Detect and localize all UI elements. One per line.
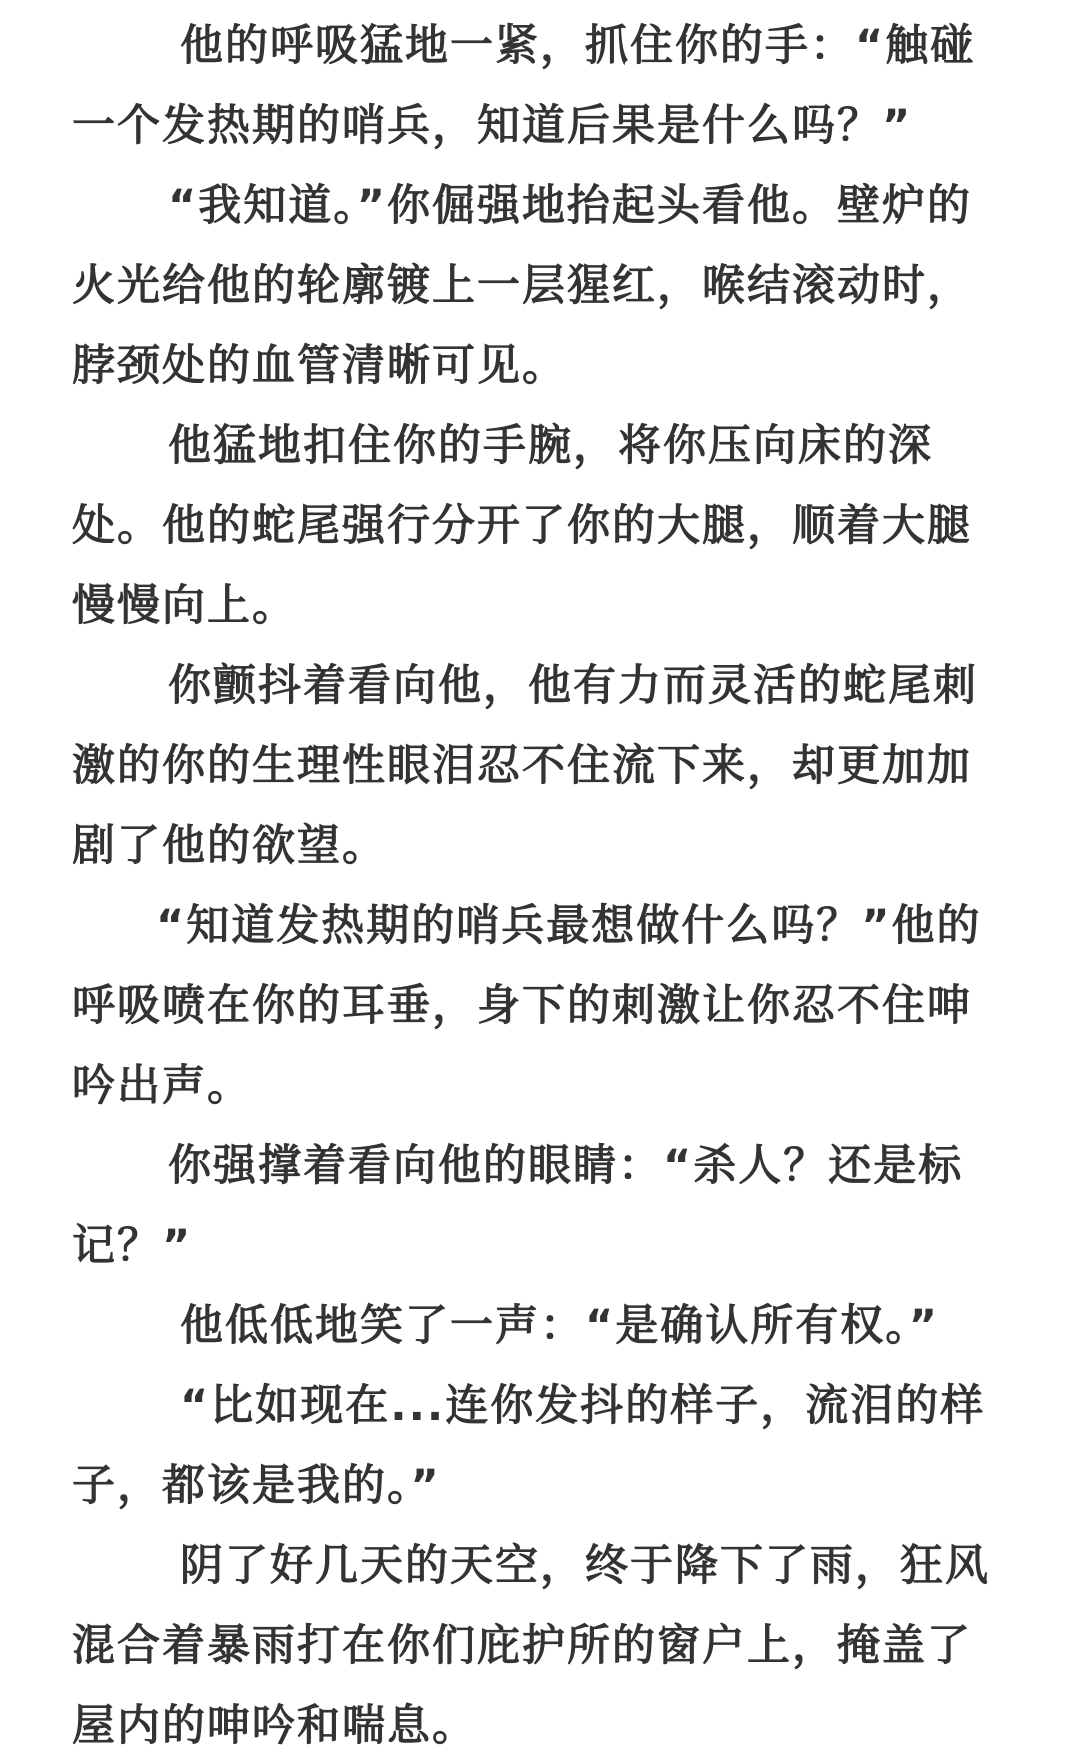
paragraph-6: 你强撑着看向他的眼睛：“杀人？还是标记？” bbox=[72, 1141, 964, 1271]
paragraph-2: “我知道。”你倔强地抬起头看他。壁炉的火光给他的轮廓镀上一层猩红，喉结滚动时，脖颈处的血管清晰可见。 bbox=[72, 181, 973, 391]
paragraph-4: 你颤抖着看向他，他有力而灵活的蛇尾刺激的你的生理性眼泪忍不住流下来，却更加加剧了他的欲望。 bbox=[72, 661, 978, 871]
paragraph-9: 阴了好几天的天空，终于降下了雨，狂风混合着暴雨打在你们庇护所的窗户上，掩盖了屋内的呻吟和喘息。 bbox=[72, 1541, 990, 1750]
paragraph-8: “比如现在...连你发抖的样子，流泪的样子，都该是我的。” bbox=[72, 1381, 986, 1511]
paragraph-5: “知道发热期的哨兵最想做什么吗？”他的呼吸喷在你的耳垂，身下的刺激让你忍不住呻吟出声。 bbox=[72, 901, 982, 1111]
paragraph-3: 他猛地扣住你的手腕，将你压向床的深处。他的蛇尾强行分开了你的大腿，顺着大腿慢慢向上。 bbox=[72, 421, 972, 631]
paragraph-1: 他的呼吸猛地一紧，抓住你的手：“触碰一个发热期的哨兵，知道后果是什么吗？” bbox=[72, 21, 976, 151]
paragraph-7: 他低低地笑了一声：“是确认所有权。” bbox=[180, 1301, 940, 1351]
